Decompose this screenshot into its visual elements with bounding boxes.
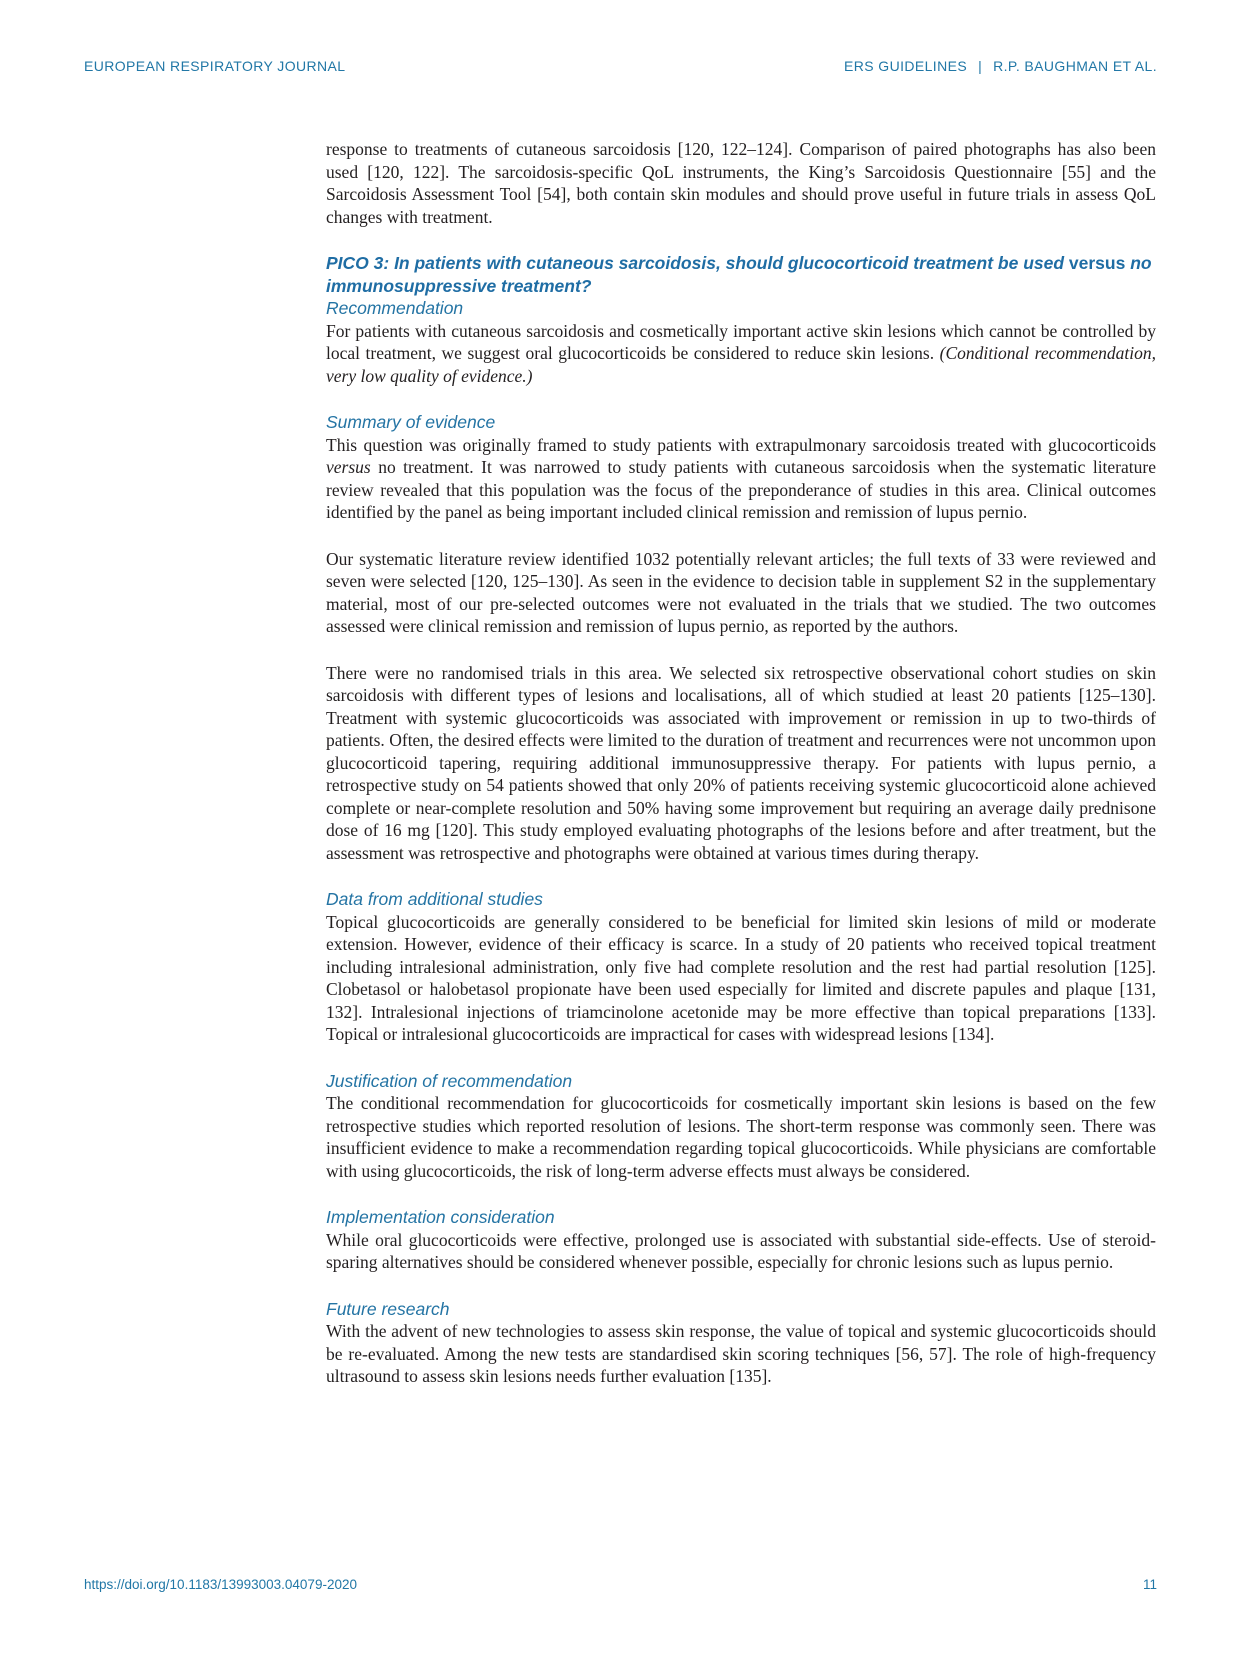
page-footer — [84, 1577, 1157, 1592]
journal-name: EUROPEAN RESPIRATORY JOURNAL — [84, 58, 346, 74]
recommendation-heading: Recommendation — [326, 298, 464, 318]
future-research-heading: Future research — [326, 1298, 450, 1319]
summary-of-evidence-heading: Summary of evidence — [326, 412, 496, 432]
justification-paragraph: The conditional recommendation for glucocorticoids for cosmetically important skin lesions is based on the few retrospective studies which reported resolution of lesions. The short-term response was commonly seen. There was insufficient evidence to make a recommendation regarding topical glucocorticoids. While physicians are comfortable with using glucocorticoids, the risk of long-term adverse effects must always be considered. — [326, 1093, 1156, 1181]
justification-heading: Justification of recommendation — [326, 1070, 573, 1091]
additional-studies-paragraph: Topical glucocorticoids are generally considered to be beneficial for limited skin lesions of mild or moderate extension. However, evidence of their efficacy is scarce. In a study of 20 patients who received topical treatment including intralesional administration, only five had complete resolution and the rest had partial resolution [125]. Clobetasol or halobetasol propionate have been used especially for limited and discrete papules and plaque [131, 132]. Intralesional injections of triamcinolone acetonide may be more effective than topical preparations [133]. Topical or intralesional glucocorticoids are impractical for cases with widespread lesions [134]. — [326, 911, 1156, 1044]
implementation-heading: Implementation consideration — [326, 1207, 555, 1227]
implementation-paragraph: While oral glucocorticoids were effective, prolonged use is associated with substantial side-effects. Use of steroid-sparing alternatives should be considered whenever possible, especially for chronic lesions such as lupus pernio. — [326, 1229, 1156, 1272]
header-separator: | — [978, 58, 983, 74]
header-authors: R.P. BAUGHMAN ET AL. — [993, 58, 1157, 74]
additional-studies-heading: Data from additional studies — [326, 889, 543, 909]
page-number: 11 — [1142, 1577, 1157, 1592]
summary-paragraph-2: Our systematic literature review identified 1032 potentially relevant articles; the full texts of 33 were reviewed and seven were selected [120, 125–130]. As seen in the evidence to decision table in supplement S2 in the supplementary material, most of our pre-selected outcomes were not evaluated in the trials that we studied. The two outcomes assessed were clinical remission and remission of lupus pernio, as reported by the authors. — [326, 548, 1156, 636]
header-section-label: ERS GUIDELINES — [844, 58, 968, 74]
recommendation-paragraph: For patients with cutaneous sarcoidosis and cosmetically important active skin lesions which cannot be controlled by local treatment, we suggest oral glucocorticoids be considered to reduce skin lesions. (Conditional recommendation, very low quality of evidence.) — [326, 320, 1156, 386]
summary-paragraph-1: This question was originally framed to study patients with extrapulmonary sarcoidosis treated with glucocorticoids versus no treatment. It was narrowed to study patients with cutaneous sarcoidosis when the systematic literature review revealed that this population was the focus of the preponderance of studies in this area. Clinical outcomes identified by the panel as being important included clinical remission and remission of lupus pernio. — [326, 434, 1156, 522]
pico3-question-heading: PICO 3: In patients with cutaneous sarcoidosis, should glucocorticoid treatment be used versus no immunosuppressive treatment? — [326, 253, 1152, 296]
paragraph-qol-continuation: response to treatments of cutaneous sarcoidosis [120, 122–124]. Comparison of paired photographs has also been used [120, 122]. The sarcoidosis-specific QoL instruments, the King’s Sarcoidosis Questionnaire [55] and the Sarcoidosis Assessment Tool [54], both contain skin modules and should prove useful in future trials in assess QoL changes with treatment. — [326, 139, 1156, 227]
future-research-paragraph: With the advent of new technologies to assess skin response, the value of topical and systemic glucocorticoids should be re-evaluated. Among the new tests are standardised skin scoring techniques [56, 57]. The role of high-frequency ultrasound to assess skin lesions needs further evaluation [135]. — [326, 1321, 1156, 1386]
article-body — [326, 138, 1156, 1412]
doi-link[interactable]: https://doi.org/10.1183/13993003.04079-2020 — [84, 1577, 357, 1592]
summary-paragraph-3: There were no randomised trials in this area. We selected six retrospective observational cohort studies on skin sarcoidosis with different types of lesions and localisations, all of which studied at least 20 patients [125–130]. Treatment with systemic glucocorticoids was associated with improvement or remission in up to two-thirds of patients. Often, the desired effects were limited to the duration of treatment and recurrences were not uncommon upon glucocorticoid tapering, requiring additional immunosuppressive therapy. For patients with lupus pernio, a retrospective study on 54 patients showed that only 20% of patients receiving systemic glucocorticoid alone achieved complete or near-complete resolution and 50% having some improvement but requiring an average daily prednisone dose of 16 mg [120]. This study employed evaluating photographs of the lesions before and after treatment, but the assessment was retrospective and photographs were obtained at various times during therapy. — [326, 662, 1156, 863]
header-right — [844, 58, 1157, 74]
page-header — [84, 58, 1157, 74]
